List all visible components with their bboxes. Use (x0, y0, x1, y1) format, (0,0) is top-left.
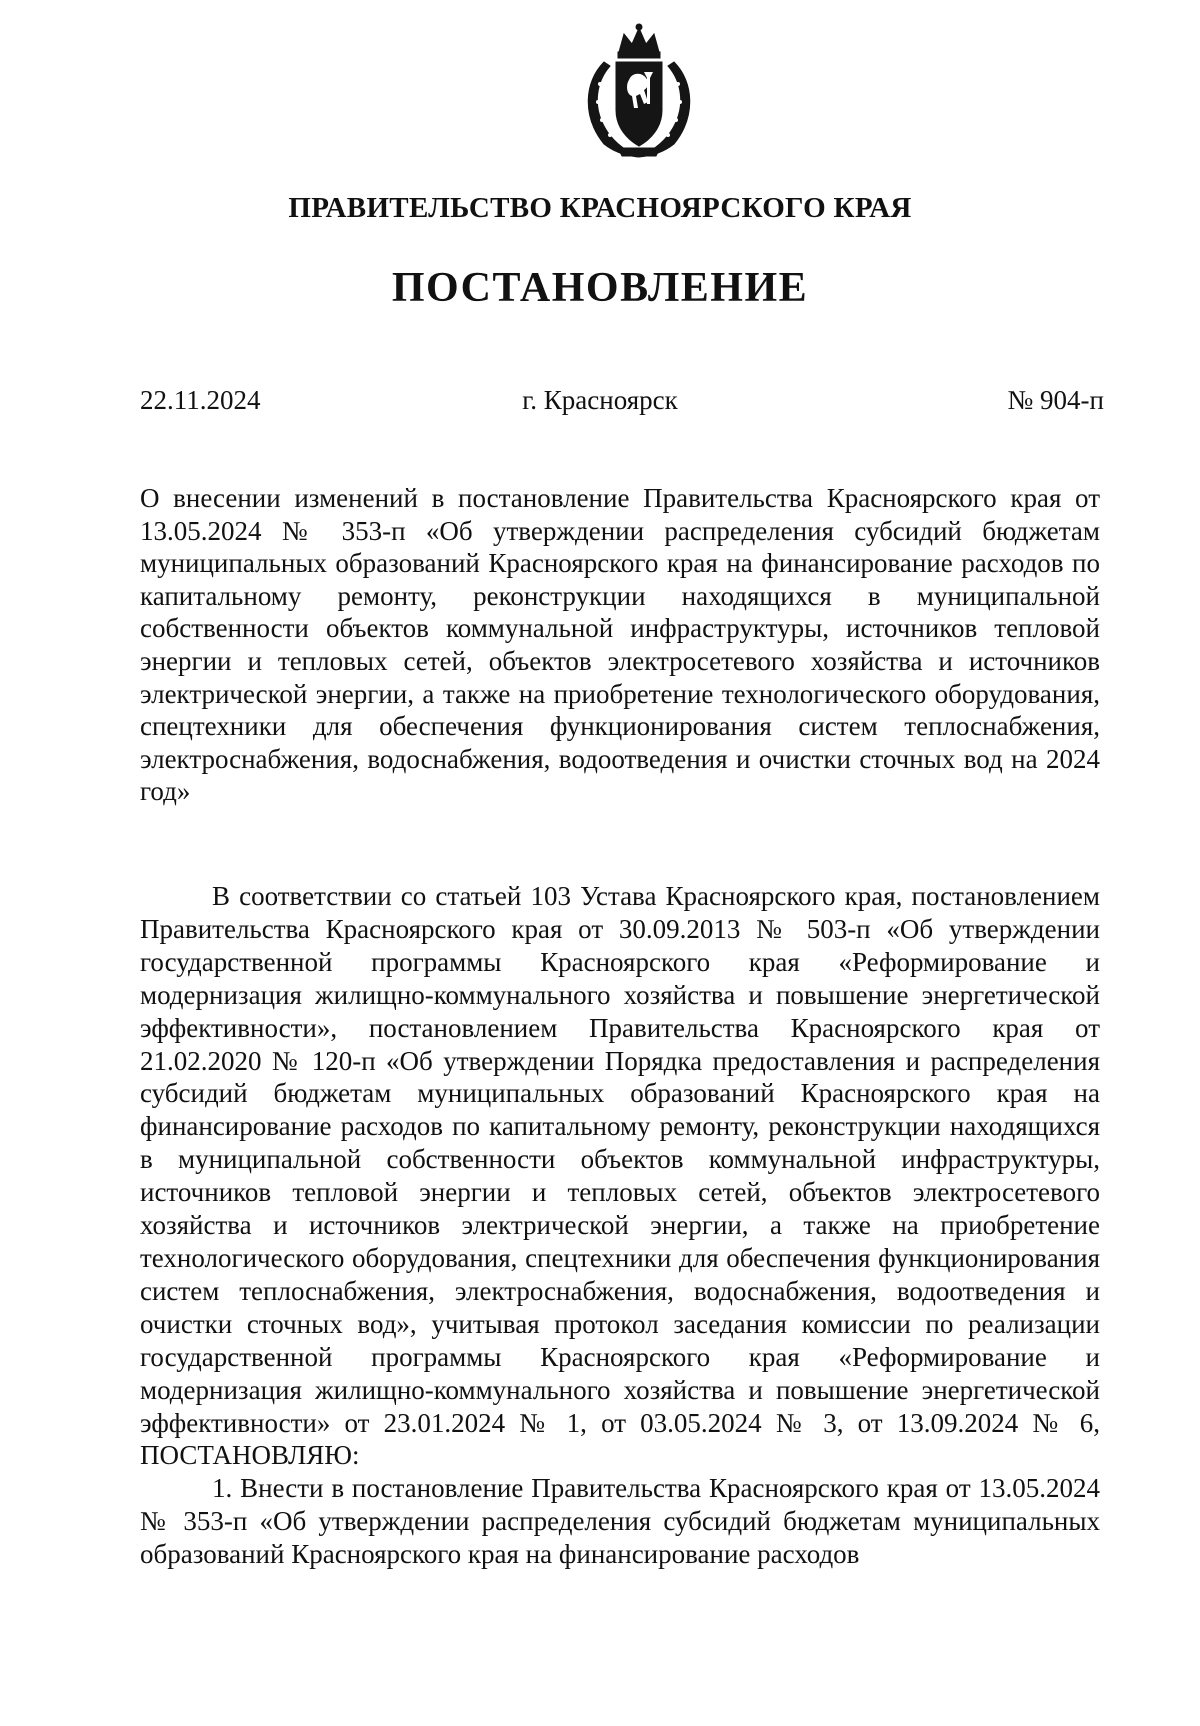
document-subject: О внесении изменений в постановление Правительства Красноярского края от 13.05.2024 № 353-п «Об утверждении распределения субсидий бюджетам муниципальных образований Красноярского края на финансирование расходов по капитальному ремонту, реконструкции находящихся в муниципальной собственности объектов коммунальной инфраструктуры, источников тепловой энергии и тепловых сетей, объектов электросетевого хозяйства и источников электрической энергии, а также на приобретение технологического оборудования, спецтехники для обеспечения функционирования систем теплоснабжения, электроснабжения, водоснабжения, водоотведения и очистки сточных вод на 2024 год» (140, 483, 1100, 807)
preamble-paragraph: В соответствии со статьей 103 Устава Красноярского края, постановлением Правительства Красноярского края от 30.09.2013 № 503-п «Об утверждении государственной программы Красноярского края «Реформирование и модернизация жилищно-коммунального хозяйства и повышение энергетической эффективности», постановлением Правительства Красноярского края от 21.02.2020 № 120-п «Об утверждении Порядка предоставления и распределения субсидий бюджетам муниципальных образований Красноярского края на финансирование расходов по капитальному ремонту, реконструкции находящихся в муниципальной собственности объектов коммунальной инфраструктуры, источников тепловой энергии и тепловых сетей, объектов электросетевого хозяйства и источников электрической энергии, а также на приобретение технологического оборудования, спецтехники для обеспечения функционирования систем теплоснабжения, электроснабжения, водоснабжения, водоотведения и очистки сточных вод», учитывая протокол заседания комиссии по реализации государственной программы Красноярского края «Реформирование и модернизация жилищно-коммунального хозяйства и повышение энергетической эффективности» от 23.01.2024 № 1, от 03.05.2024 № 3, от 13.09.2024 № 6, ПОСТАНОВЛЯЮ: (140, 881, 1100, 1471)
document-type-heading: ПОСТАНОВЛЕНИЕ (391, 265, 809, 311)
document-number: № 904-п (1007, 385, 1104, 415)
document-body (140, 880, 1100, 1571)
document-date: 22.11.2024 (140, 385, 261, 415)
document-city: г. Красноярск (522, 385, 678, 415)
item-1-paragraph: 1. Внести в постановление Правительства Красноярского края от 13.05.2024 № 353-п «Об утверждении распределения субсидий бюджетам муниципальных образований Красноярского края на финансирование расходов (140, 1473, 1100, 1570)
government-title: ПРАВИТЕЛЬСТВО КРАСНОЯРСКОГО КРАЯ (288, 192, 912, 224)
coat-of-arms-icon (574, 22, 704, 160)
